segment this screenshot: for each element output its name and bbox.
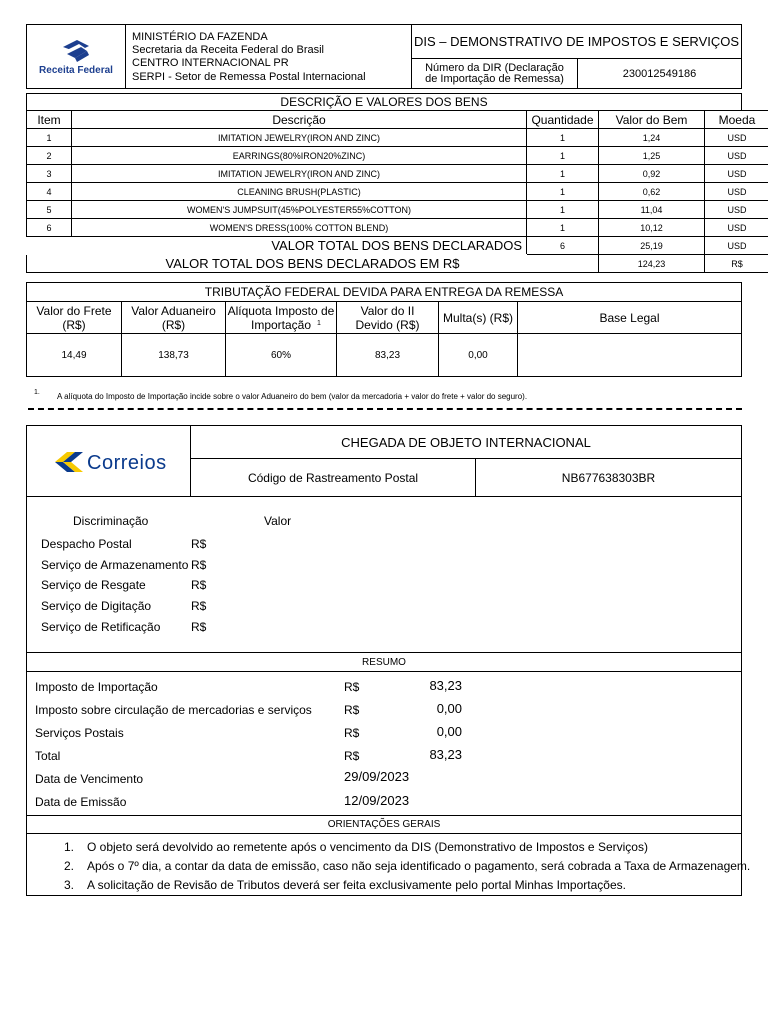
col-currency: Moeda xyxy=(705,111,768,129)
col-description: Descrição xyxy=(72,111,527,129)
doc-title: DIS – DEMONSTRATIVO DE IMPOSTOS E SERVIÇOS xyxy=(411,24,742,59)
item-description: IMITATION JEWELRY(IRON AND ZINC) xyxy=(72,165,527,183)
item-value: 11,04 xyxy=(599,201,705,219)
summary-currency: R$ xyxy=(344,726,360,740)
tracking-label: Código de Rastreamento Postal xyxy=(190,458,476,497)
service-currency: R$ xyxy=(191,578,207,592)
correios-logo-box xyxy=(26,425,191,497)
item-currency: USD xyxy=(705,201,768,219)
service-label: Serviço de Resgate xyxy=(41,578,146,592)
receita-logo-text: Receita Federal xyxy=(39,64,113,76)
item-description: EARRINGS(80%IRON20%ZINC) xyxy=(72,147,527,165)
tax-col-customs: Valor Aduaneiro (R$) xyxy=(121,301,226,334)
value-header: Valor xyxy=(264,514,292,528)
goods-title: DESCRIÇÃO E VALORES DOS BENS xyxy=(26,93,742,111)
issue-date-value: 12/09/2023 xyxy=(344,793,410,808)
col-value: Valor do Bem xyxy=(599,111,705,129)
table-row xyxy=(27,183,768,201)
table-row xyxy=(27,147,768,165)
due-date-label: Data de Vencimento xyxy=(35,772,144,786)
arrival-title: CHEGADA DE OBJETO INTERNACIONAL xyxy=(190,425,742,459)
item-number: 2 xyxy=(27,147,72,165)
total-brl-label: VALOR TOTAL DOS BENS DECLARADOS EM R$ xyxy=(27,255,599,273)
col-quantity: Quantidade xyxy=(527,111,599,129)
service-label: Serviço de Retificação xyxy=(41,620,161,634)
col-item: Item xyxy=(27,111,72,129)
summary-label: Total xyxy=(35,749,61,763)
guideline-text: A solicitação de Revisão de Tributos deverá ser feita exclusivamente pelo portal Minhas Importações. xyxy=(87,878,626,892)
guideline-number: 2. xyxy=(64,859,75,873)
item-value: 10,12 xyxy=(599,219,705,237)
item-description: WOMEN'S DRESS(100% COTTON BLEND) xyxy=(72,219,527,237)
tax-col-rate-footnote: 1 xyxy=(317,320,321,327)
correios-logo-text: Correios xyxy=(87,452,167,474)
item-currency: USD xyxy=(705,147,768,165)
item-currency: USD xyxy=(705,165,768,183)
summary-currency: R$ xyxy=(344,749,360,763)
item-number: 1 xyxy=(27,129,72,147)
table-row xyxy=(27,201,768,219)
table-row xyxy=(27,129,768,147)
sector-name: SERPI - Setor de Remessa Postal Internacional xyxy=(132,71,366,83)
total-brl-value: 124,23 xyxy=(599,255,705,273)
discrimination-header: Discriminação xyxy=(73,514,149,528)
summary-currency: R$ xyxy=(344,703,360,717)
guideline-text: Após o 7º dia, a contar da data de emissão, caso não seja identificado o pagamento, será cobrada a Taxa de Armazenagem. xyxy=(87,859,751,873)
item-quantity: 1 xyxy=(527,201,599,219)
secretariat-name: Secretaria da Receita Federal do Brasil xyxy=(132,44,324,56)
goods-header-row xyxy=(27,111,768,129)
due-date-value: 29/09/2023 xyxy=(344,769,410,784)
footnote-text: A alíquota do Imposto de Importação incide sobre o valor Aduaneiro do bem (valor da mercadoria + valor do frete + valor do seguro). xyxy=(57,392,528,401)
summary-currency: R$ xyxy=(344,680,360,694)
item-currency: USD xyxy=(705,219,768,237)
tax-col-legal: Base Legal xyxy=(517,301,742,334)
header-org-box xyxy=(125,24,412,89)
summary-value: 0,00 xyxy=(436,701,462,716)
summary-value: 83,23 xyxy=(429,678,462,693)
summary-title: RESUMO xyxy=(26,652,742,672)
guideline-number: 1. xyxy=(64,840,75,854)
total-brl-row xyxy=(27,255,768,273)
item-quantity: 1 xyxy=(527,219,599,237)
tax-col-freight: Valor do Frete (R$) xyxy=(26,301,122,334)
guideline-number: 3. xyxy=(64,878,75,892)
service-currency: R$ xyxy=(191,620,207,634)
total-label: VALOR TOTAL DOS BENS DECLARADOS xyxy=(27,237,527,255)
table-row xyxy=(27,165,768,183)
summary-label: Imposto de Importação xyxy=(35,680,158,694)
tax-freight-value: 14,49 xyxy=(26,333,122,377)
service-currency: R$ xyxy=(191,558,207,572)
item-description: IMITATION JEWELRY(IRON AND ZINC) xyxy=(72,129,527,147)
item-value: 1,24 xyxy=(599,129,705,147)
guideline-text: O objeto será devolvido ao remetente após o vencimento da DIS (Demonstrativo de Impostos e Serviços) xyxy=(87,840,648,854)
tax-ii-value: 83,23 xyxy=(336,333,439,377)
table-row xyxy=(27,219,768,237)
tax-rate-value: 60% xyxy=(225,333,337,377)
footnote-mark: 1. xyxy=(34,389,40,396)
item-quantity: 1 xyxy=(527,147,599,165)
summary-value: 83,23 xyxy=(429,747,462,762)
correios-logo-icon xyxy=(53,449,87,475)
item-value: 0,92 xyxy=(599,165,705,183)
tax-title: TRIBUTAÇÃO FEDERAL DEVIDA PARA ENTREGA DA REMESSA xyxy=(26,282,742,302)
item-value: 0,62 xyxy=(599,183,705,201)
tax-col-fine: Multa(s) (R$) xyxy=(438,301,518,334)
service-currency: R$ xyxy=(191,599,207,613)
item-description: CLEANING BRUSH(PLASTIC) xyxy=(72,183,527,201)
item-currency: USD xyxy=(705,129,768,147)
total-currency: USD xyxy=(705,237,768,255)
tax-col-rate xyxy=(225,301,337,334)
center-name: CENTRO INTERNACIONAL PR xyxy=(132,57,289,69)
service-label: Despacho Postal xyxy=(41,537,132,551)
receita-logo-icon xyxy=(27,37,125,65)
total-quantity: 6 xyxy=(527,237,599,255)
dir-number: 230012549186 xyxy=(577,58,742,89)
item-quantity: 1 xyxy=(527,165,599,183)
item-number: 3 xyxy=(27,165,72,183)
item-number: 5 xyxy=(27,201,72,219)
ministry-name: MINISTÉRIO DA FAZENDA xyxy=(132,31,268,43)
item-number: 4 xyxy=(27,183,72,201)
tracking-code: NB677638303BR xyxy=(475,458,742,497)
item-quantity: 1 xyxy=(527,183,599,201)
cut-line-divider xyxy=(28,408,742,410)
issue-date-label: Data de Emissão xyxy=(35,795,127,809)
service-label: Serviço de Digitação xyxy=(41,599,152,613)
item-currency: USD xyxy=(705,183,768,201)
goods-table xyxy=(26,110,768,273)
header-logo-box xyxy=(26,24,126,89)
receita-federal-logo xyxy=(27,37,125,79)
tax-col-ii: Valor do II Devido (R$) xyxy=(336,301,439,334)
total-row xyxy=(27,237,768,255)
item-value: 1,25 xyxy=(599,147,705,165)
tax-fine-value: 0,00 xyxy=(438,333,518,377)
service-currency: R$ xyxy=(191,537,207,551)
item-quantity: 1 xyxy=(527,129,599,147)
service-label: Serviço de Armazenamento xyxy=(41,558,189,572)
summary-label: Serviços Postais xyxy=(35,726,124,740)
item-description: WOMEN'S JUMPSUIT(45%POLYESTER55%COTTON) xyxy=(72,201,527,219)
guidelines-title: ORIENTAÇÕES GERAIS xyxy=(26,815,742,834)
total-value: 25,19 xyxy=(599,237,705,255)
dir-label: Número da DIR (Declaração de Importação de Remessa) xyxy=(411,58,578,89)
tax-customs-value: 138,73 xyxy=(121,333,226,377)
tax-col-rate-label: Alíquota Imposto de Importação xyxy=(227,304,335,332)
tax-legal-value xyxy=(517,333,742,377)
summary-label: Imposto sobre circulação de mercadorias e serviços xyxy=(35,703,312,717)
item-number: 6 xyxy=(27,219,72,237)
total-brl-currency: R$ xyxy=(705,255,768,273)
summary-value: 0,00 xyxy=(436,724,462,739)
